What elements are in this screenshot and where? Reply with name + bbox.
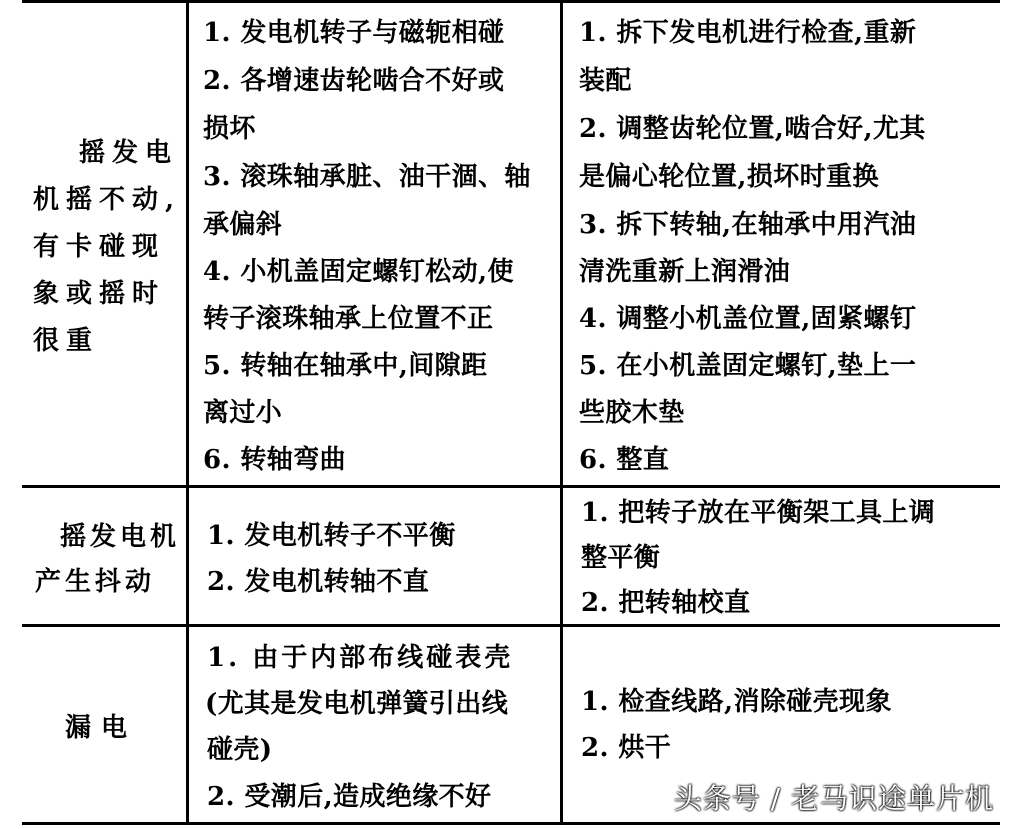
cause-line: 离过小: [203, 398, 283, 428]
symptom-line: 很重: [33, 326, 100, 356]
symptom-line: 机摇不动,: [33, 185, 182, 215]
row-1-remedy-cell: [563, 3, 1000, 485]
cause-line: 6. 转轴弯曲: [203, 445, 346, 475]
symptom-line: 有卡碰现: [33, 232, 166, 262]
cause-line: 损坏: [203, 114, 256, 144]
remedy-line: 1. 拆下发电机进行检查,重新: [579, 18, 917, 48]
cause-line: 5. 转轴在轴承中,间隙距: [203, 351, 488, 381]
remedy-line: 6. 整直: [579, 445, 670, 475]
row-3-symptom-cell: [25, 627, 186, 822]
remedy-line: 2. 调整齿轮位置,啮合好,尤其: [579, 114, 926, 144]
row-2-cause-cell: [189, 488, 560, 624]
cause-line: 4. 小机盖固定螺钉松动,使: [203, 257, 514, 287]
remedy-line: 2. 烘干: [581, 733, 672, 763]
remedy-line: 5. 在小机盖固定螺钉,垫上一: [579, 351, 917, 381]
cause-line: 碰壳): [207, 735, 273, 765]
remedy-line: 1. 把转子放在平衡架工具上调: [581, 498, 936, 528]
remedy-line: 3. 拆下转轴,在轴承中用汽油: [579, 210, 917, 240]
symptom-line: 摇发电: [79, 138, 179, 168]
row-1-symptom-cell: [25, 3, 186, 485]
cause-line: (尤其是发电机弹簧引出线: [205, 689, 509, 719]
remedy-line: 4. 调整小机盖位置,固紧螺钉: [579, 304, 917, 334]
symptom-line: 摇发电机: [60, 522, 181, 552]
table-bottom-border: [22, 822, 1000, 825]
remedy-line: 装配: [579, 66, 632, 96]
cause-line: 2. 发电机转轴不直: [207, 567, 430, 597]
cause-line: 承偏斜: [203, 210, 283, 240]
row-2-symptom-cell: [25, 488, 186, 624]
source-watermark: 头条号 / 老马识途单片机: [673, 782, 994, 815]
remedy-line: 些胶木垫: [579, 398, 685, 428]
cause-line: 1. 由于内部布线碰表壳: [207, 643, 514, 673]
cause-line: 1. 发电机转子与磁轭相碰: [203, 18, 505, 48]
remedy-line: 2. 把转轴校直: [581, 588, 751, 618]
remedy-line: 1. 检查线路,消除碰壳现象: [581, 687, 892, 717]
remedy-line: 整平衡: [581, 543, 661, 573]
cause-line: 转子滚珠轴承上位置不正: [203, 304, 494, 334]
row-1-cause-cell: [189, 3, 560, 485]
row-3-cause-cell: [189, 627, 560, 822]
symptom-line: 漏电: [65, 713, 138, 743]
symptom-line: 产生抖动: [35, 567, 156, 597]
cause-line: 2. 受潮后,造成绝缘不好: [207, 782, 492, 812]
symptom-line: 象或摇时: [33, 279, 166, 309]
cause-line: 1. 发电机转子不平衡: [207, 521, 456, 551]
remedy-line: 是偏心轮位置,损坏时重换: [579, 162, 879, 192]
row-2-remedy-cell: [563, 488, 1000, 624]
cause-line: 3. 滚珠轴承脏、油干涸、轴: [203, 162, 531, 192]
remedy-line: 清洗重新上润滑油: [579, 257, 791, 287]
cause-line: 2. 各增速齿轮啮合不好或: [203, 66, 505, 96]
